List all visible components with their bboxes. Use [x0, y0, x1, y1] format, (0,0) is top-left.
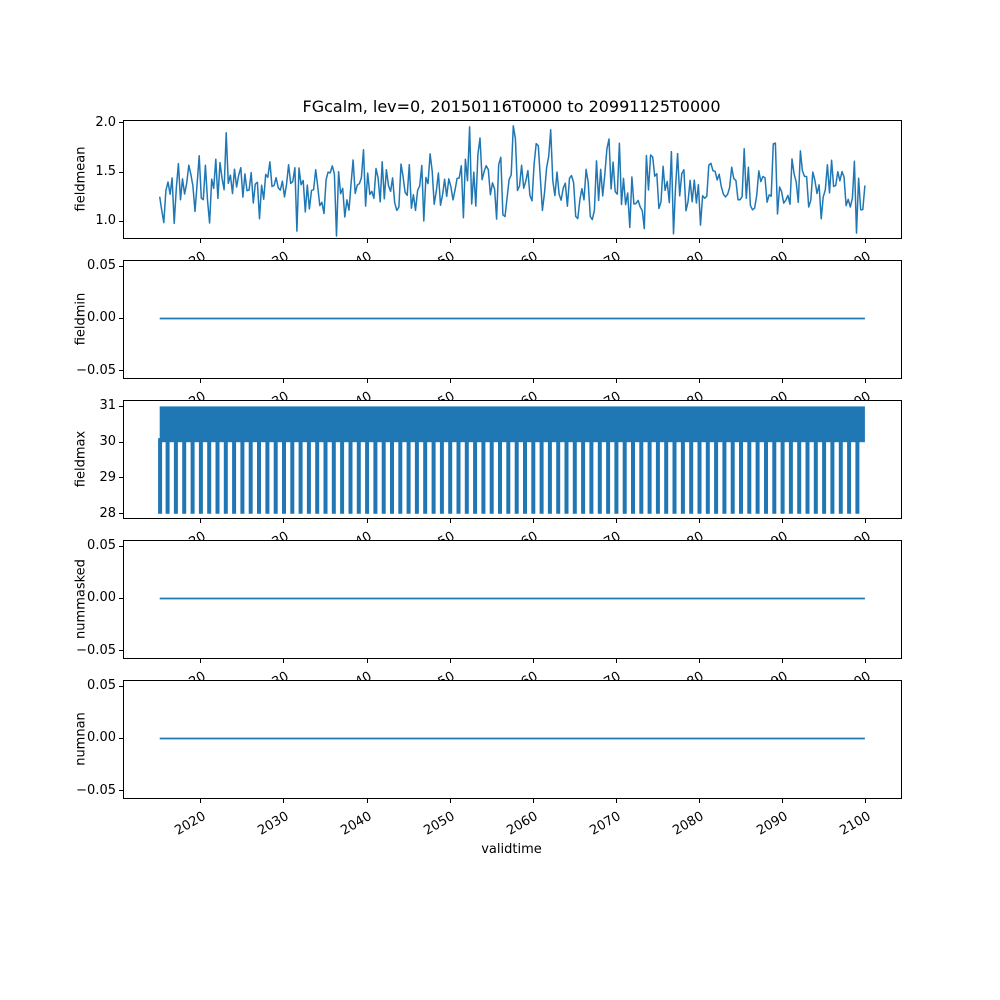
x-tick-mark: [533, 379, 534, 383]
y-tick-label: 0.05: [87, 678, 116, 694]
x-tick-mark: [450, 519, 451, 523]
y-tick-mark: [119, 172, 123, 173]
y-tick-mark: [119, 318, 123, 319]
x-tick-mark: [865, 239, 866, 243]
x-tick-mark: [450, 239, 451, 243]
x-tick-mark: [865, 659, 866, 663]
x-tick-mark: [699, 379, 700, 383]
x-tick-mark: [616, 799, 617, 803]
x-tick-mark: [200, 659, 201, 663]
x-tick-mark: [782, 239, 783, 243]
y-tick-label: 29: [99, 469, 116, 485]
y-tick-mark: [119, 442, 123, 443]
x-tick-mark: [533, 239, 534, 243]
y-axis-label-numnan: numnan: [73, 712, 89, 766]
y-tick-label: −0.05: [76, 362, 116, 378]
y-tick-mark: [119, 221, 123, 222]
x-tick-mark: [616, 659, 617, 663]
y-tick-mark: [119, 790, 123, 791]
numnan-plot: [124, 681, 901, 798]
y-axis-label-nummasked: nummasked: [73, 559, 89, 639]
y-tick-label: 0.00: [87, 590, 116, 606]
x-tick-mark: [200, 239, 201, 243]
x-tick-mark: [616, 239, 617, 243]
subplot-fieldmax: [73, 398, 902, 521]
y-tick-mark: [119, 477, 123, 478]
figure-title: FGcalm, lev=0, 20150116T0000 to 20991125T0000: [302, 97, 721, 116]
x-tick-label: 2060: [504, 809, 541, 839]
x-tick-mark: [367, 799, 368, 803]
x-tick-mark: [200, 519, 201, 523]
x-tick-mark: [699, 659, 700, 663]
x-tick-mark: [782, 799, 783, 803]
y-axis-label-fieldmin: fieldmin: [73, 292, 89, 346]
x-tick-mark: [283, 239, 284, 243]
x-tick-mark: [450, 799, 451, 803]
x-tick-label: 2050: [421, 809, 458, 839]
x-tick-label: 2020: [172, 809, 209, 839]
x-tick-mark: [782, 379, 783, 383]
x-tick-label: 2030: [255, 809, 292, 839]
y-tick-label: 30: [99, 434, 116, 450]
y-tick-label: 0.05: [87, 538, 116, 554]
fieldmax-band: [160, 406, 865, 442]
x-axis-label: validtime: [481, 842, 542, 857]
x-tick-label: 2040: [338, 809, 375, 839]
x-tick-mark: [699, 799, 700, 803]
y-tick-mark: [119, 513, 123, 514]
y-tick-label: 0.05: [87, 258, 116, 274]
x-tick-mark: [865, 379, 866, 383]
y-tick-label: 31: [99, 398, 116, 414]
x-tick-mark: [283, 659, 284, 663]
x-tick-mark: [533, 799, 534, 803]
subplot-numnan: [73, 678, 902, 839]
y-tick-mark: [119, 406, 123, 407]
x-tick-mark: [616, 519, 617, 523]
y-tick-mark: [119, 546, 123, 547]
x-tick-mark: [699, 239, 700, 243]
x-tick-mark: [450, 659, 451, 663]
y-tick-label: 0.00: [87, 730, 116, 746]
x-tick-mark: [865, 519, 866, 523]
y-tick-mark: [119, 738, 123, 739]
x-tick-mark: [283, 799, 284, 803]
y-tick-mark: [119, 686, 123, 687]
x-tick-mark: [200, 799, 201, 803]
fieldmax-plot: [124, 401, 901, 518]
y-tick-label: 28: [99, 505, 116, 521]
x-tick-mark: [367, 239, 368, 243]
y-tick-mark: [119, 650, 123, 651]
x-tick-mark: [367, 519, 368, 523]
x-tick-mark: [533, 519, 534, 523]
fieldmean-series-line: [160, 126, 865, 236]
x-tick-mark: [865, 799, 866, 803]
y-tick-mark: [119, 266, 123, 267]
x-tick-mark: [699, 519, 700, 523]
y-tick-mark: [119, 598, 123, 599]
y-axis-label-fieldmax: fieldmax: [73, 430, 89, 488]
fieldmin-plot: [124, 261, 901, 378]
y-tick-label: −0.05: [76, 782, 116, 798]
nummasked-plot: [124, 541, 901, 658]
y-tick-label: 2.0: [95, 114, 116, 130]
x-tick-mark: [283, 519, 284, 523]
fieldmean-plot: [124, 121, 901, 238]
fieldmax-spikes: [160, 438, 857, 514]
y-tick-mark: [119, 370, 123, 371]
x-tick-label: 2090: [753, 809, 791, 839]
x-tick-mark: [616, 379, 617, 383]
x-tick-mark: [450, 379, 451, 383]
x-tick-mark: [367, 659, 368, 663]
x-tick-label: 2080: [670, 809, 707, 839]
x-tick-mark: [533, 659, 534, 663]
subplot-fieldmin: [73, 258, 902, 379]
y-tick-label: 1.0: [95, 213, 116, 229]
y-tick-label: −0.05: [76, 642, 116, 658]
subplot-nummasked: [73, 538, 902, 659]
x-tick-mark: [200, 379, 201, 383]
y-axis-label-fieldmean: fieldmean: [73, 146, 89, 212]
x-tick-mark: [367, 379, 368, 383]
x-tick-label: 2100: [837, 809, 874, 839]
x-tick-mark: [782, 519, 783, 523]
y-tick-label: 0.00: [87, 310, 116, 326]
subplot-fieldmean: [73, 114, 902, 239]
y-tick-mark: [119, 122, 123, 123]
x-tick-label: 2070: [587, 809, 624, 839]
x-tick-mark: [283, 379, 284, 383]
x-tick-mark: [782, 659, 783, 663]
y-tick-label: 1.5: [95, 164, 116, 180]
